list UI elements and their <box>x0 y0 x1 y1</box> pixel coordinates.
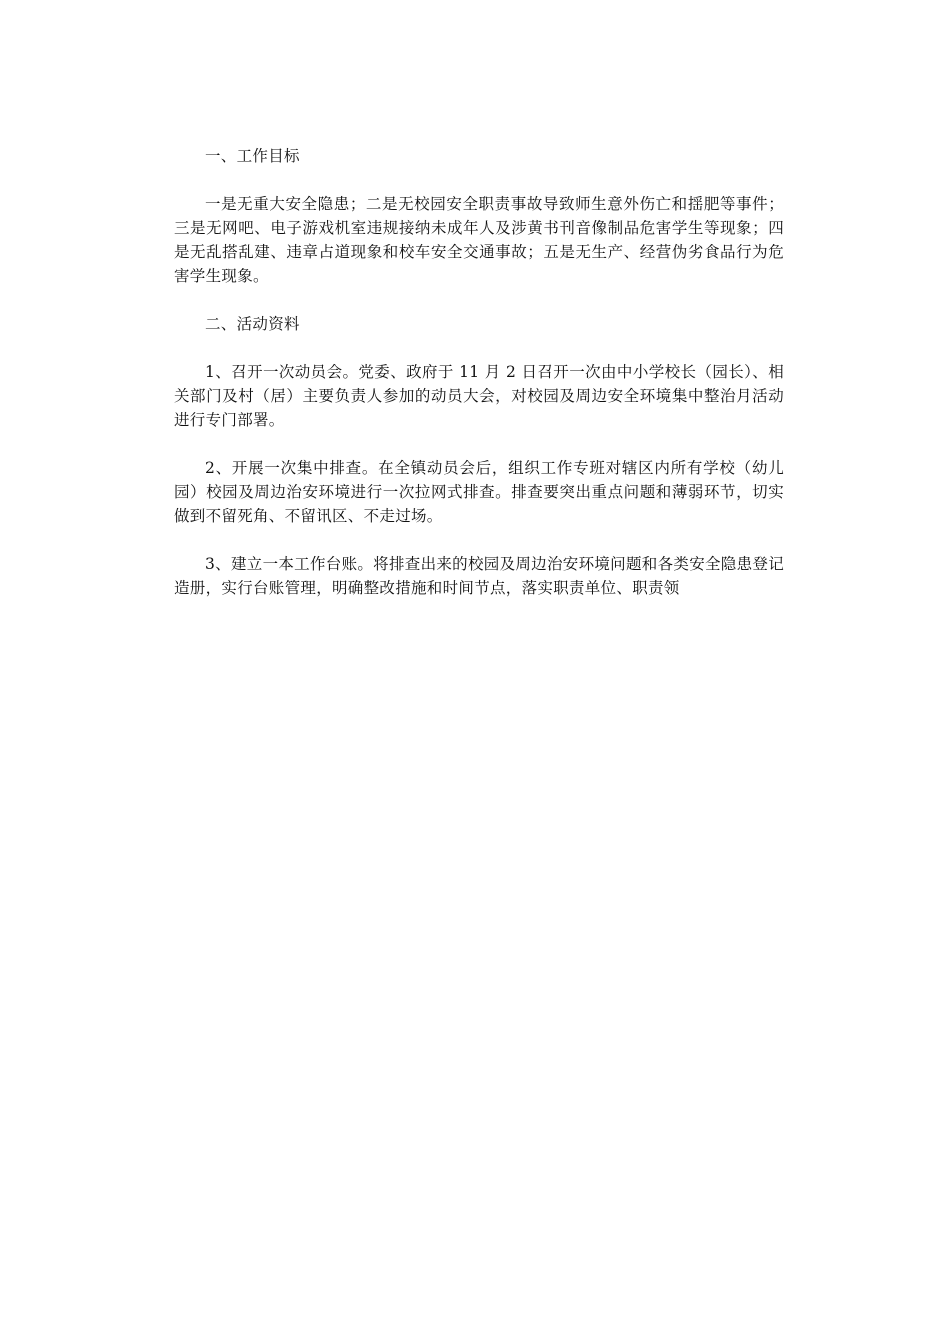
spacer <box>174 528 784 552</box>
section-heading-activities: 二、活动资料 <box>205 315 300 333</box>
paragraph-activity-1: 1、召开一次动员会。党委、政府于 11 月 2 日召开一次由中小学校长（园长）、相关部门及村（居）主要负责人参加的动员大会，对校园及周边安全环境集中整治月活动进行专门部署。 <box>174 363 784 429</box>
spacer <box>174 336 784 360</box>
document-body <box>174 144 784 600</box>
paragraph-activity-3: 3、建立一本工作台账。将排查出来的校园及周边治安环境问题和各类安全隐患登记造册，实行台账管理，明确整改措施和时间节点，落实职责单位、职责领 <box>174 555 784 597</box>
paragraph-goals: 一是无重大安全隐患；二是无校园安全职责事故导致师生意外伤亡和揺肥等事件；三是无网吧、电子游戏机室违规接纳未成年人及涉黄书刊音像制品危害学生等现象；四是无乱搭乱建、违章占道现象和校车安全交通事故；五是无生产、经营伪劣食品行为危害学生现象。 <box>174 195 784 285</box>
spacer <box>174 168 784 192</box>
spacer <box>174 288 784 312</box>
spacer <box>174 432 784 456</box>
paragraph-activity-2: 2、开展一次集中排查。在全镇动员会后，组织工作专班对辖区内所有学校（幼儿园）校园及周边治安环境进行一次拉网式排查。排查要突出重点问题和薄弱环节，切实做到不留死角、不留讯区、不走过场。 <box>174 459 784 525</box>
section-heading-goals: 一、工作目标 <box>205 147 300 165</box>
